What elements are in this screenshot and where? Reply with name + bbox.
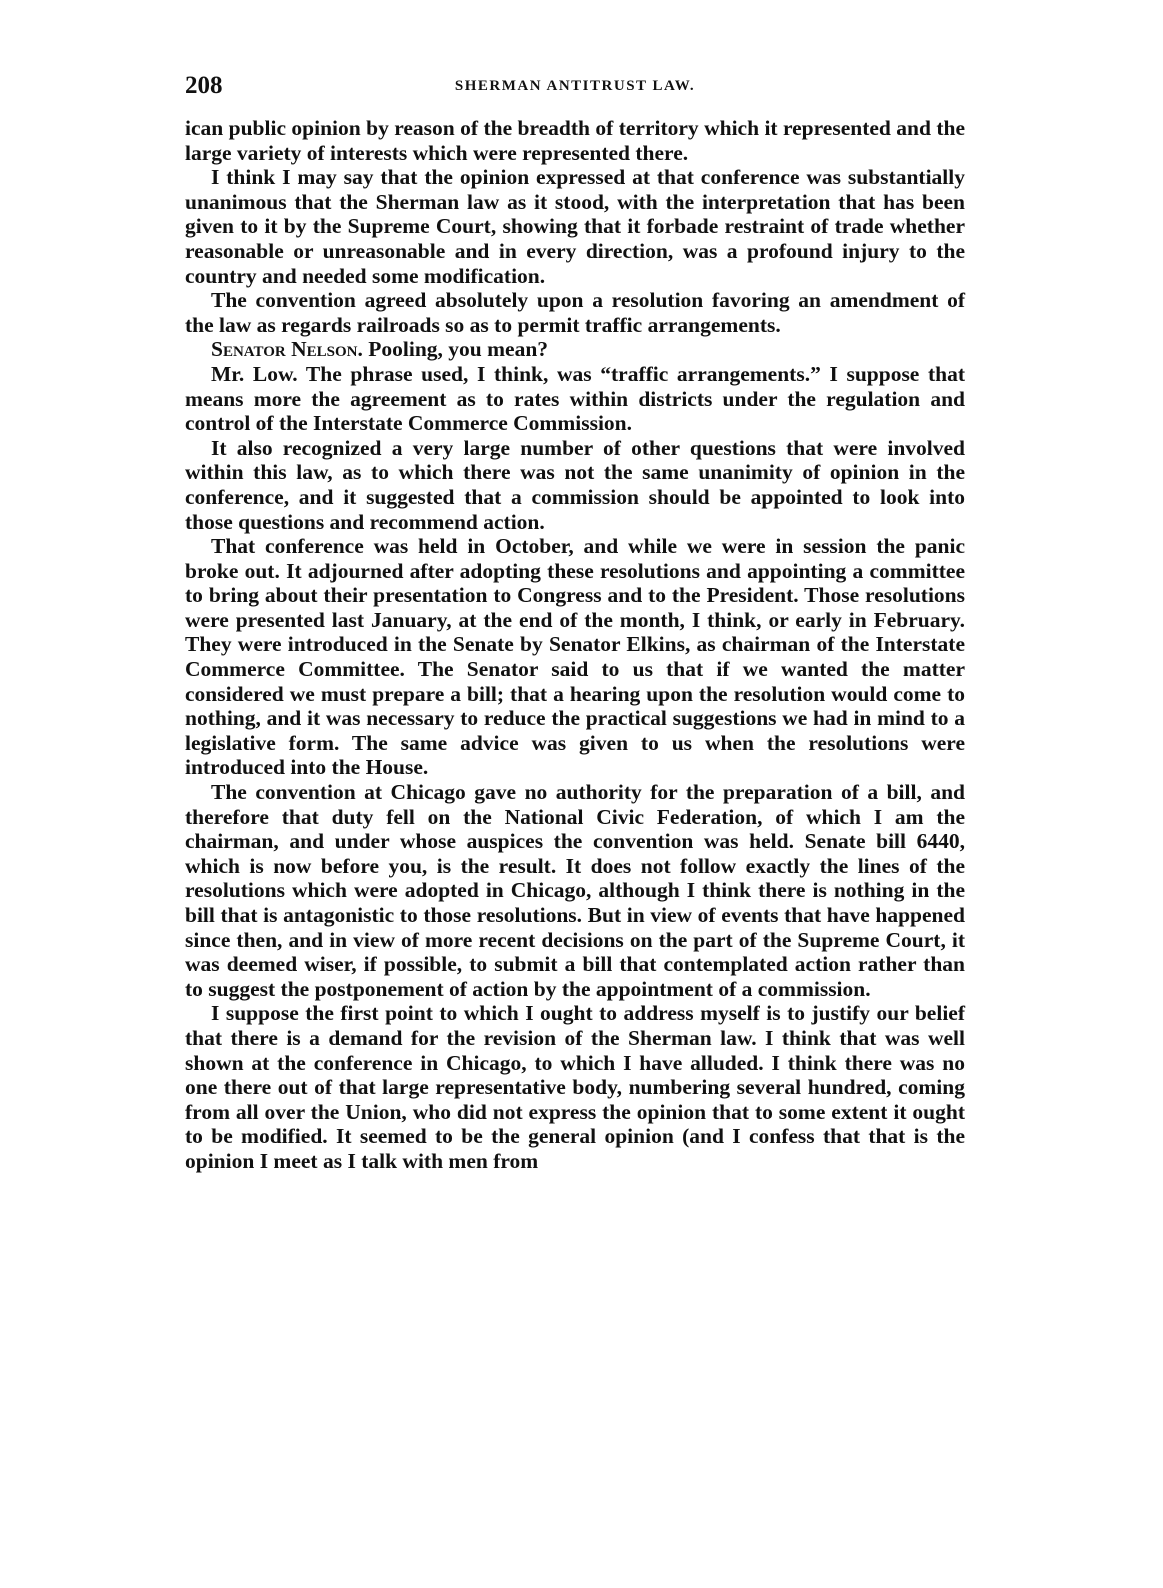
document-page [185,72,965,1174]
running-head [185,72,965,108]
paragraph [185,436,965,534]
dialogue-paragraph [185,337,965,362]
paragraph-continued [185,116,965,165]
paragraph-text: It also recognized a very large number of other questions that were involved within this law, as to which there was not the same unanimity of opinion in the conference, and it suggested that a commission should be appointed to look into those questions and recommend action. [185,435,965,534]
speaker-name: Mr. Low. [211,361,298,386]
running-title: SHERMAN ANTITRUST LAW. [454,78,696,94]
speaker-name: Senator Nelson. [211,337,363,362]
paragraph [185,165,965,288]
paragraph [185,780,965,1001]
paragraph-text: That conference was held in October, and while we were in session the panic broke out. It adjourned after adopting these resolutions and appointing a committee to bring about their presentation to Congress and to the President. Those resolutions were presented last January, at the end of the month, I think, or early in February. They were introduced in the Senate by Senator Elkins, as chairman of the Interstate Commerce Committee. The Senator said to us that if we wanted the matter considered we must prepare a bill; that a hearing upon the resolution would come to nothing, and it was necessary to reduce the practical suggestions we had in mind to a legislative form. The same advice was given to us when the resolutions were introduced into the House. [185,534,965,780]
paragraph-text: The phrase used, I think, was “traffic arrangements.” I suppose that means more the agreement as to rates within districts under the regulation and control of the Interstate Commerce Commission. [185,361,966,436]
paragraph-text: Pooling, you mean? [362,337,549,362]
paragraph [185,288,965,337]
paragraph-text: The convention at Chicago gave no authority for the preparation of a bill, and therefore that duty fell on the National Civic Federation, of which I am the chairman, and under whose auspices the convention was held. Senate bill 6440, which is now before you, is the result. It does not follow exactly the lines of the resolutions which were adopted in Chicago, although I think there is nothing in the bill that is antagonistic to those resolutions. But in view of events that have happened since then, and in view of more recent decisions on the part of the Supreme Court, it was deemed wiser, if possible, to submit a bill that contemplated action rather than to suggest the postponement of action by the appointment of a commission. [185,780,965,1001]
paragraph-text: I suppose the first point to which I ought to address myself is to justify our belief that there is a demand for the revision of the Sherman law. I think that was well shown at the conference in Chicago, to which I have alluded. I think there was no one there out of that large representative body, numbering several hundred, coming from all over the Union, who did not express the opinion that to some extent it ought to be modified. It seemed to be the general opinion (and I confess that that is the opinion I meet as I talk with men from [185,1001,965,1173]
paragraph-text: I think I may say that the opinion expressed at that conference was substantially unanimous that the Sherman law as it stood, with the interpretation that has been given to it by the Supreme Court, showing that it forbade restraint of trade whether reasonable or unreasonable and in every direction, was a profound injury to the country and needed some modification. [185,165,965,288]
paragraph [185,534,965,780]
dialogue-paragraph [185,362,965,436]
paragraph [185,1001,965,1173]
body-text [185,116,965,1174]
paragraph-text: ican public opinion by reason of the breadth of territory which it represented and the large variety of interests which were represented there. [185,116,965,165]
paragraph-text: The convention agreed absolutely upon a resolution favoring an amendment of the law as regards railroads so as to permit traffic arrangements. [185,288,965,337]
page-number: 208 [185,72,223,99]
